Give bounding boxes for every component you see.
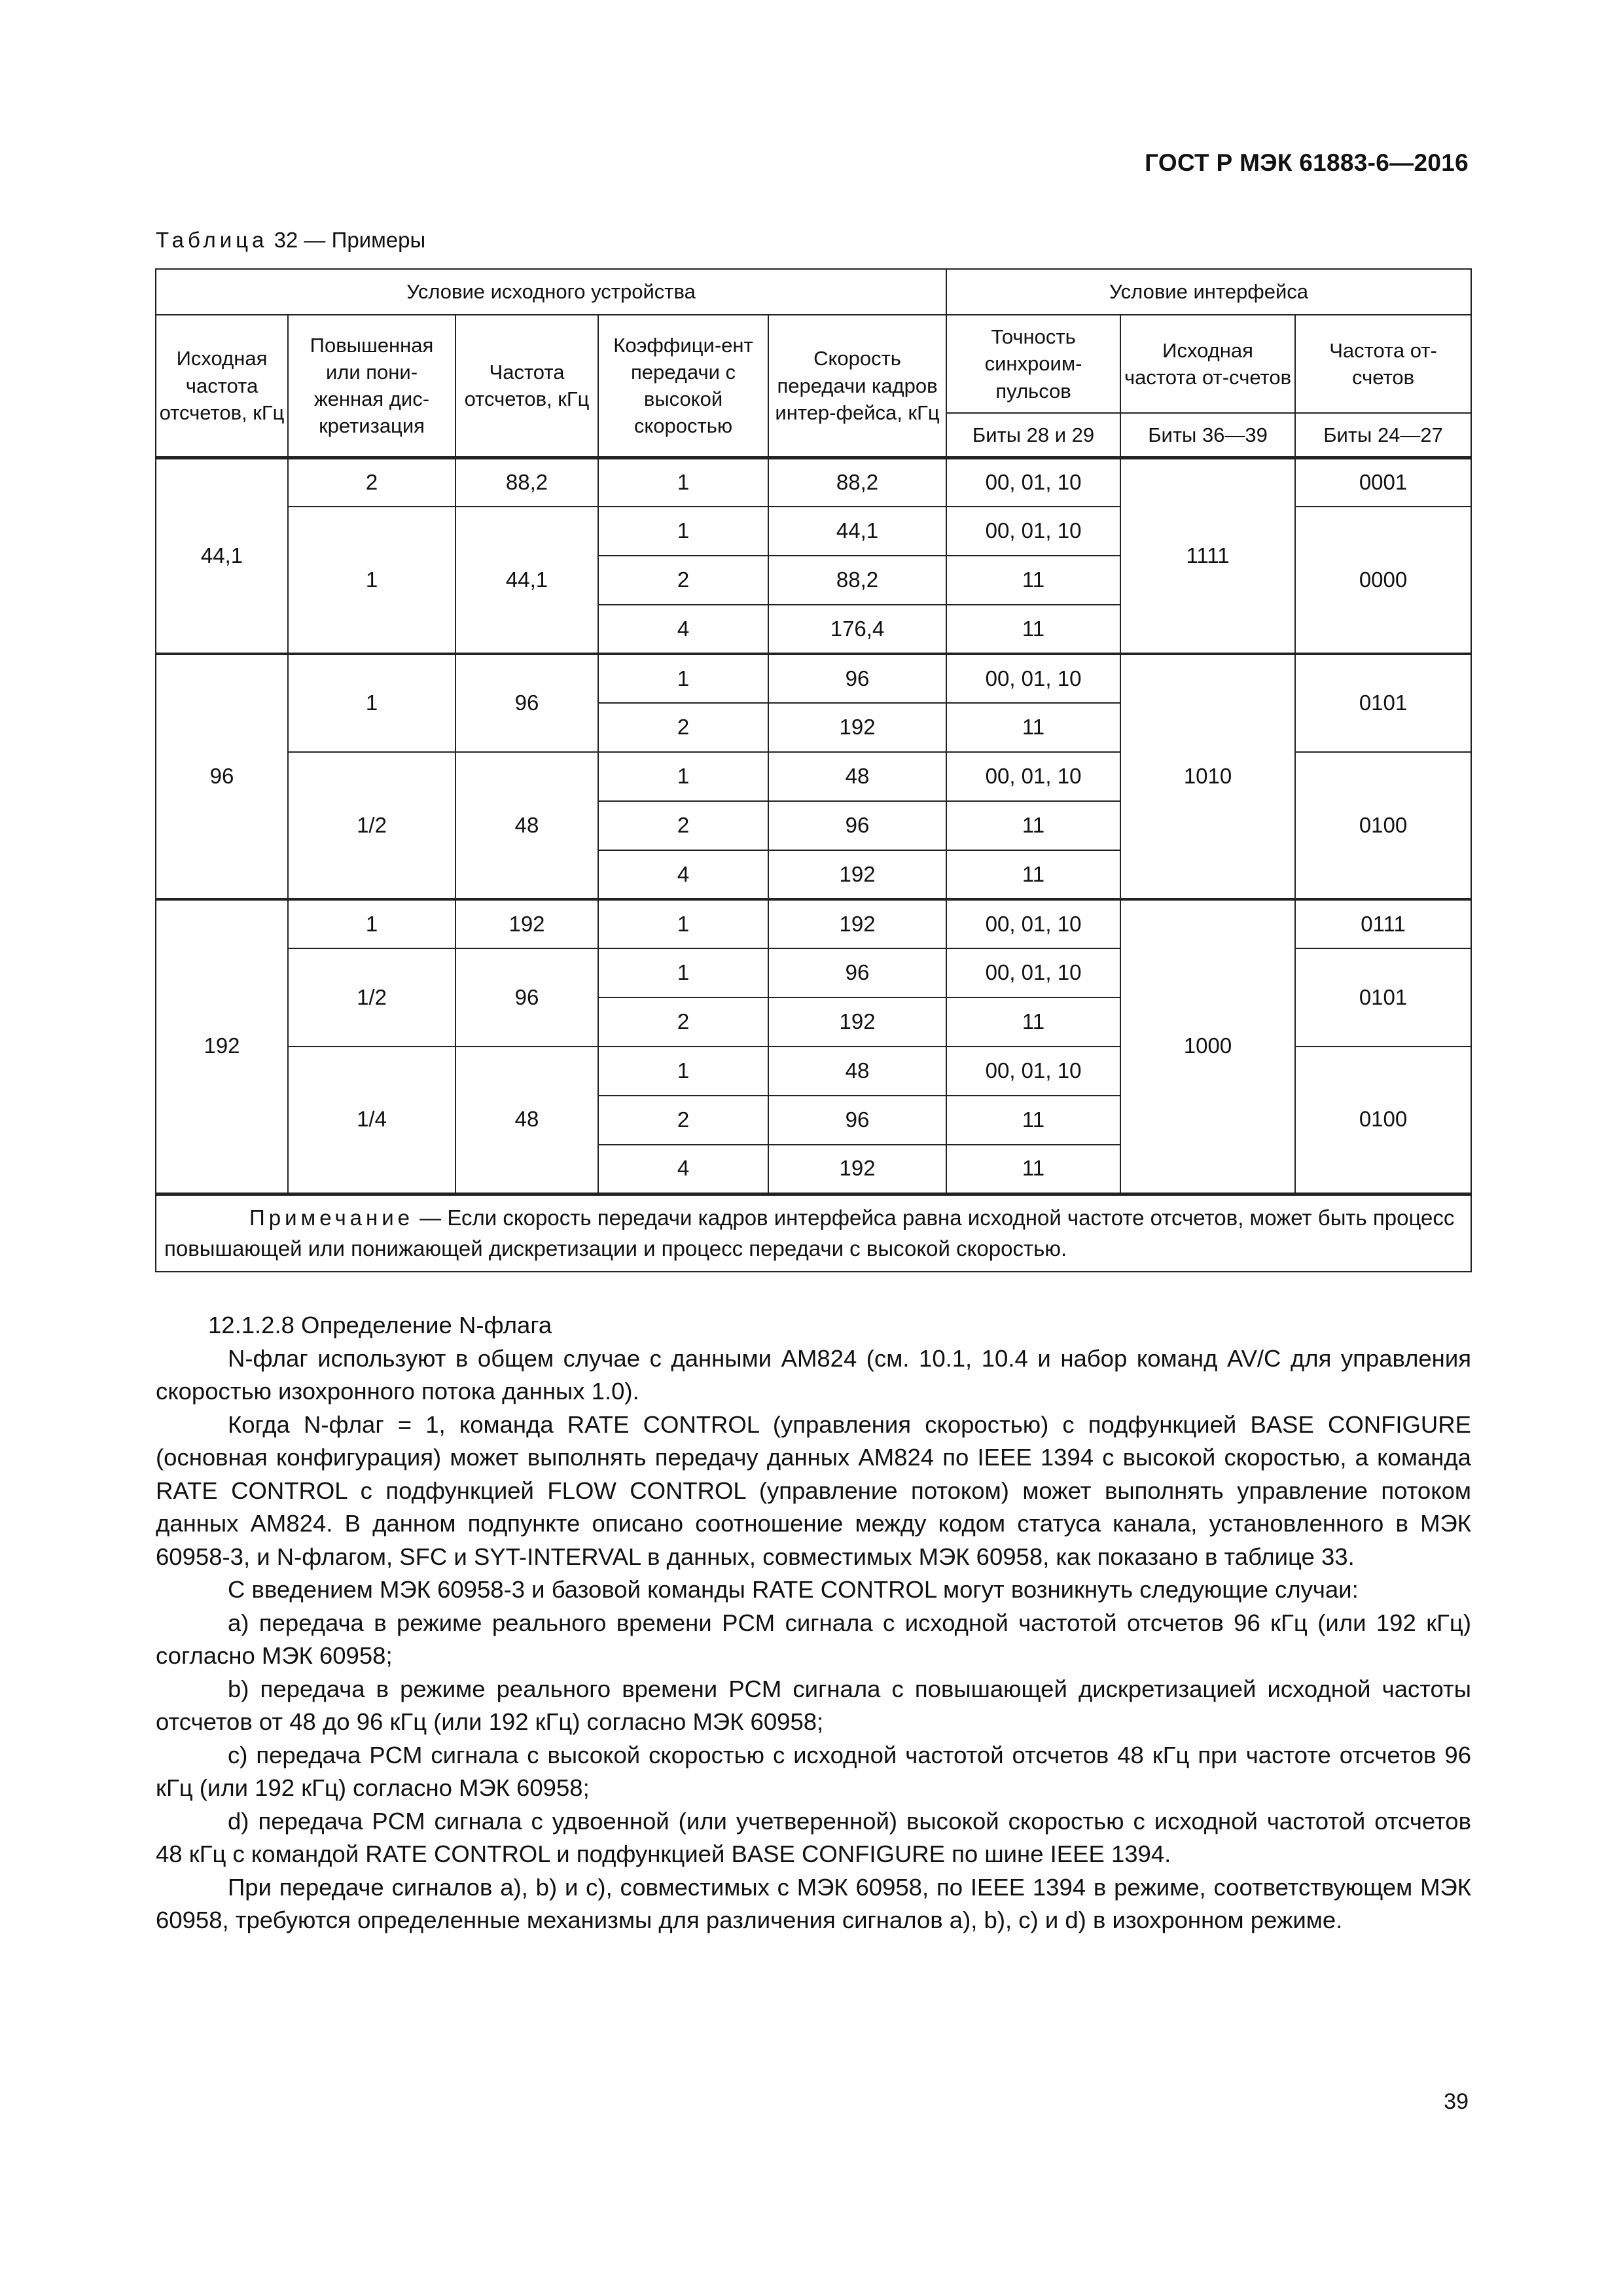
cell-frame-rate: 88,2 xyxy=(768,457,946,507)
cell-source-frequency-bits: 1010 xyxy=(1120,654,1295,899)
cell-coefficient: 1 xyxy=(598,457,768,507)
header-interface-condition: Условие интерфейса xyxy=(946,269,1471,315)
cell-sync-bits: 00, 01, 10 xyxy=(946,948,1120,997)
cell-sync-bits: 11 xyxy=(946,605,1120,654)
document-code: ГОСТ Р МЭК 61883-6—2016 xyxy=(1145,149,1469,176)
cell-coefficient: 1 xyxy=(598,752,768,801)
cell-sync-bits: 00, 01, 10 xyxy=(946,1047,1120,1096)
cell-coefficient: 1 xyxy=(598,899,768,948)
cell-source-rate: 44,1 xyxy=(156,457,288,654)
cell-source-frequency-bits: 1000 xyxy=(1120,899,1295,1194)
cell-sample-rate: 48 xyxy=(455,752,598,899)
header-bits-sync: Биты 28 и 29 xyxy=(946,413,1120,457)
table-note xyxy=(156,1194,1471,1272)
cell-sync-bits: 00, 01, 10 xyxy=(946,654,1120,703)
cell-sample-rate: 48 xyxy=(455,1047,598,1194)
cell-frequency-bits: 0100 xyxy=(1295,752,1471,899)
cell-resampling: 1/4 xyxy=(288,1047,455,1194)
cell-sample-rate: 192 xyxy=(455,899,598,948)
cell-source-rate: 192 xyxy=(156,899,288,1194)
cell-frame-rate: 96 xyxy=(768,1096,946,1145)
cell-sample-rate: 96 xyxy=(455,948,598,1047)
cell-coefficient: 4 xyxy=(598,850,768,899)
list-item: c) передача PCM сигнала с высокой скоростью с исходной частотой отсчетов 48 кГц при частоте отсчетов 96 кГц (или 192 кГц) согласно МЭК 60958; xyxy=(156,1741,1471,1801)
cell-frame-rate: 176,4 xyxy=(768,605,946,654)
cell-sync-bits: 11 xyxy=(946,997,1120,1047)
cell-frequency-bits: 0000 xyxy=(1295,507,1471,654)
cell-source-rate: 96 xyxy=(156,654,288,899)
header-bits-source: Биты 36—39 xyxy=(1120,413,1295,457)
header-frame-rate: Скорость передачи кадров интер-фейса, кГц xyxy=(768,315,946,457)
header-source-rate: Исходная частота отсчетов, кГц xyxy=(156,315,288,457)
cell-coefficient: 1 xyxy=(598,654,768,703)
cell-frequency-bits: 0100 xyxy=(1295,1047,1471,1194)
examples-table xyxy=(155,268,1472,1272)
table-row xyxy=(156,654,1471,703)
cell-sample-rate: 44,1 xyxy=(455,507,598,654)
cell-resampling: 1/2 xyxy=(288,948,455,1047)
header-bits-frequency: Биты 24—27 xyxy=(1295,413,1471,457)
cell-source-frequency-bits: 1111 xyxy=(1120,457,1295,654)
header-source-condition: Условие исходного устройства xyxy=(156,269,946,315)
cell-frame-rate: 192 xyxy=(768,997,946,1047)
cell-coefficient: 2 xyxy=(598,556,768,605)
cell-frequency-bits: 0111 xyxy=(1295,899,1471,948)
cell-sync-bits: 00, 01, 10 xyxy=(946,899,1120,948)
cell-sync-bits: 00, 01, 10 xyxy=(946,507,1120,556)
cell-coefficient: 2 xyxy=(598,801,768,850)
cell-resampling: 1/2 xyxy=(288,752,455,899)
cell-coefficient: 2 xyxy=(598,1096,768,1145)
paragraph: Когда N-флаг = 1, команда RATE CONTROL (управления скоростью) с подфункцией BASE CONFIGURE (основная конфигурация) может выполнять передачу данных AM824 по IEEE 1394 с высокой скоростью, а команда RATE CONTROL с подфункцией FLOW CONTROL (управление потоком) может выполнять управление потоком данных AM824. В данном подпункте описано соотношение между кодом статуса канала, установленного в МЭК 60958-3, и N-флагом, SFC и SYT-INTERVAL в данных, совместимых МЭК 60958, как показано в таблице 33. xyxy=(156,1410,1471,1570)
cell-coefficient: 4 xyxy=(598,1145,768,1194)
cell-frequency-bits: 0101 xyxy=(1295,654,1471,752)
table-row xyxy=(156,457,1471,507)
cell-frame-rate: 88,2 xyxy=(768,556,946,605)
header-sample-rate: Частота отсчетов, кГц xyxy=(455,315,598,457)
cell-frame-rate: 192 xyxy=(768,703,946,752)
cell-coefficient: 1 xyxy=(598,507,768,556)
cell-coefficient: 2 xyxy=(598,703,768,752)
cell-sync-bits: 11 xyxy=(946,1096,1120,1145)
cell-sync-bits: 11 xyxy=(946,850,1120,899)
cell-frame-rate: 48 xyxy=(768,1047,946,1096)
cell-frame-rate: 44,1 xyxy=(768,507,946,556)
cell-coefficient: 2 xyxy=(598,997,768,1047)
body-text xyxy=(156,1309,1471,1937)
cell-sample-rate: 96 xyxy=(455,654,598,752)
cell-coefficient: 1 xyxy=(598,1047,768,1096)
cell-frame-rate: 192 xyxy=(768,850,946,899)
cell-sync-bits: 11 xyxy=(946,556,1120,605)
header-resampling: Повышенная или пони-женная дис-кретизация xyxy=(288,315,455,457)
cell-sync-bits: 00, 01, 10 xyxy=(946,457,1120,507)
cell-frame-rate: 48 xyxy=(768,752,946,801)
cell-frame-rate: 192 xyxy=(768,1145,946,1194)
header-sync-accuracy: Точность синхроим-пульсов xyxy=(946,315,1120,413)
cell-frame-rate: 96 xyxy=(768,654,946,703)
subsection-heading: 12.1.2.8 Определение N-флага xyxy=(208,1312,552,1338)
cell-sample-rate: 88,2 xyxy=(455,457,598,507)
cell-resampling: 1 xyxy=(288,654,455,752)
header-frequency: Частота от-счетов xyxy=(1295,315,1471,413)
cell-sync-bits: 00, 01, 10 xyxy=(946,752,1120,801)
cell-frame-rate: 192 xyxy=(768,899,946,948)
list-item: d) передача PCM сигнала с удвоенной (или учетверенной) высокой скоростью с исходной частотой отсчетов 48 кГц с командой RATE CONTROL и подфункцией BASE CONFIGURE по шине IEEE 1394. xyxy=(156,1807,1471,1867)
cell-frequency-bits: 0001 xyxy=(1295,457,1471,507)
paragraph: N-флаг используют в общем случае с данными AM824 (см. 10.1, 10.4 и набор команд AV/C для управления скоростью изохронного потока данных 1.0). xyxy=(156,1344,1471,1405)
header-highspeed-coefficient: Коэффици-ент передачи с высокой скоростью xyxy=(598,315,768,457)
cell-frame-rate: 96 xyxy=(768,948,946,997)
cell-coefficient: 4 xyxy=(598,605,768,654)
page-number: 39 xyxy=(1444,2089,1469,2114)
list-item: a) передача в режиме реального времени PCM сигнала с исходной частотой отсчетов 96 кГц (или 192 кГц) согласно МЭК 60958; xyxy=(156,1609,1471,1669)
list-item: b) передача в режиме реального времени PCM сигнала с повышающей дискретизацией исходной частоты отсчетов от 48 до 96 кГц (или 192 кГц) согласно МЭК 60958; xyxy=(156,1675,1471,1735)
table-caption xyxy=(156,228,425,253)
cell-sync-bits: 11 xyxy=(946,801,1120,850)
table-note-label: Примечание xyxy=(249,1205,414,1230)
cell-frame-rate: 96 xyxy=(768,801,946,850)
cell-frequency-bits: 0101 xyxy=(1295,948,1471,1047)
table-note-text: — Если скорость передачи кадров интерфейса равна исходной частоте отсчетов, может быть процесс повышающей или понижающей дискретизации и процесс передачи с высокой скоростью. xyxy=(164,1205,1455,1261)
cell-sync-bits: 11 xyxy=(946,703,1120,752)
table-caption-title: 32 — Примеры xyxy=(274,228,426,252)
cell-sync-bits: 11 xyxy=(946,1145,1120,1194)
paragraph: При передаче сигналов a), b) и c), совместимых с МЭК 60958, по IEEE 1394 в режиме, соответствующем МЭК 60958, требуются определенные механизмы для различения сигналов a), b), c) и d) в изохронном режиме. xyxy=(156,1873,1471,1933)
table-caption-label: Таблица xyxy=(156,228,268,252)
cell-resampling: 1 xyxy=(288,507,455,654)
header-source-frequency: Исходная частота от-счетов xyxy=(1120,315,1295,413)
table-note-row xyxy=(156,1194,1471,1272)
paragraph: С введением МЭК 60958-3 и базовой команды RATE CONTROL могут возникнуть следующие случаи: xyxy=(228,1576,1359,1603)
cell-resampling: 2 xyxy=(288,457,455,507)
cell-resampling: 1 xyxy=(288,899,455,948)
cell-coefficient: 1 xyxy=(598,948,768,997)
table-row xyxy=(156,899,1471,948)
